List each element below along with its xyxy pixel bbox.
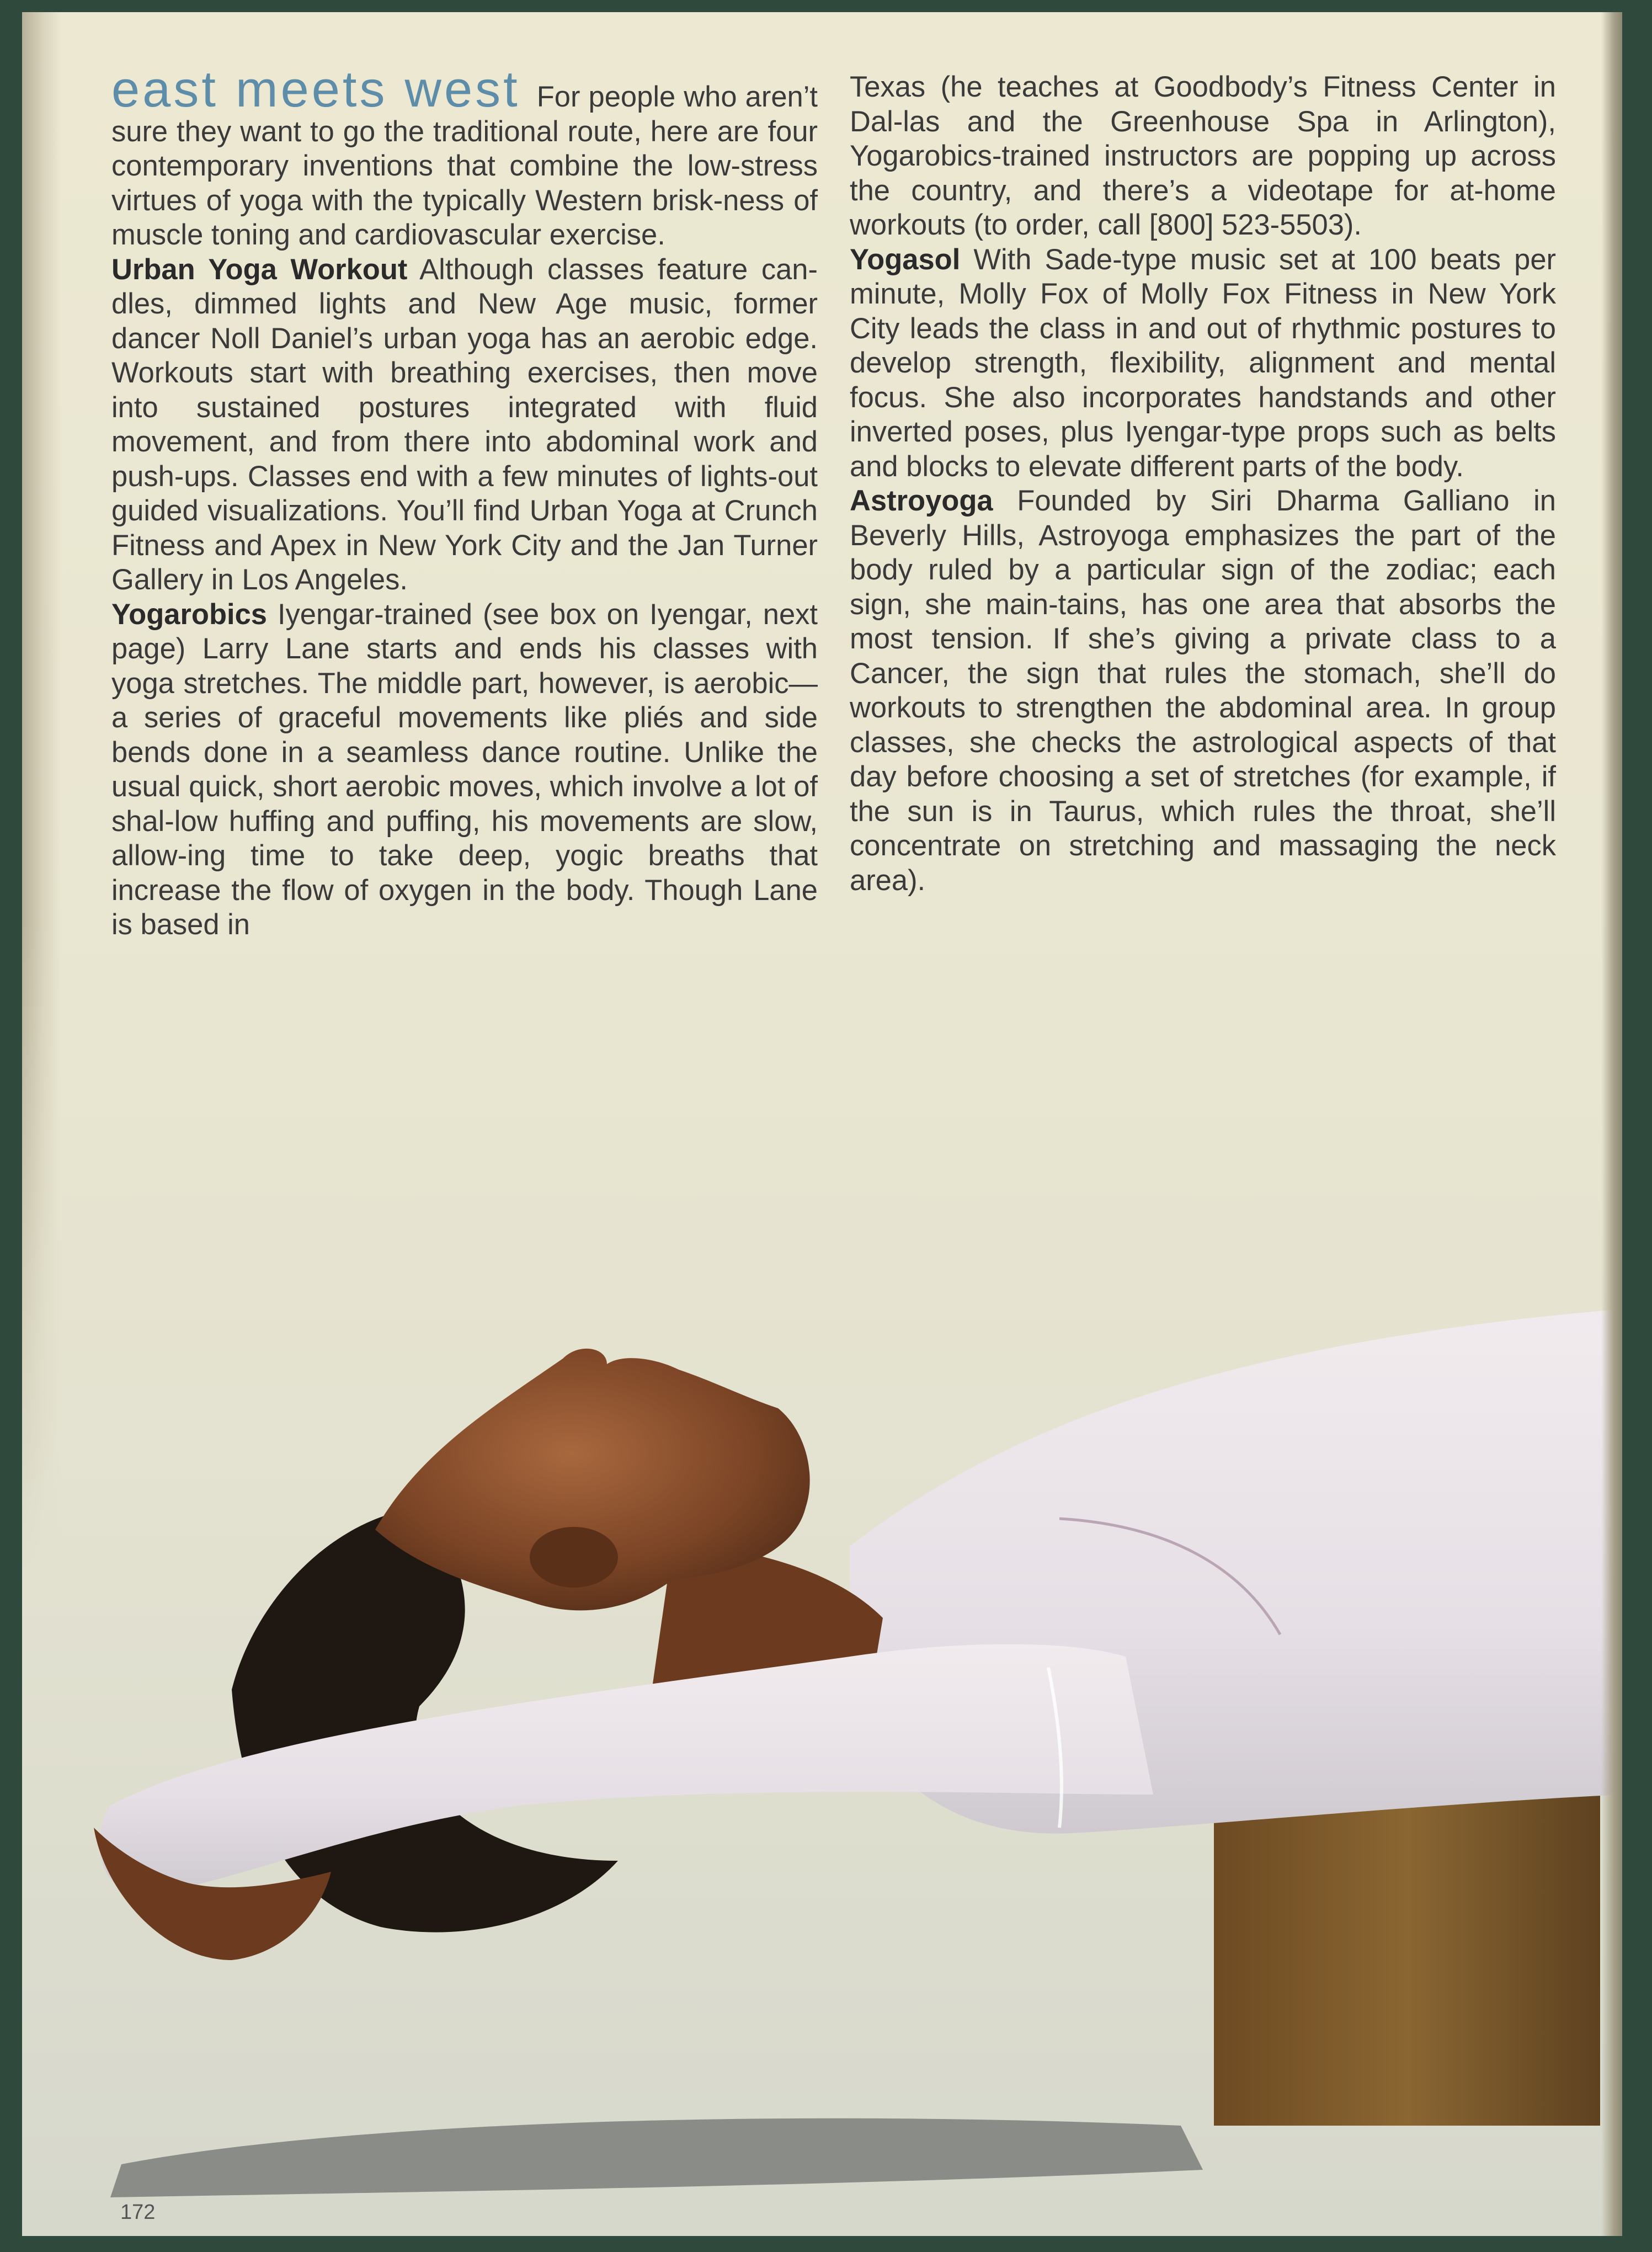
ear [530,1527,618,1588]
section-yogarobics [111,598,818,943]
section-yogasol [850,243,1556,485]
headline: east meets west [111,61,520,118]
text-column-left [111,61,818,943]
section-body: Although classes feature can-dles, dimmed lights and New Age music, former dancer Noll Daniel’s urban yoga has an aerobic edge. Workouts start with breathing exercises, then move into sustained postures integrated with fluid movement, and from there into abdominal work and push-ups. Classes end with a few minutes of lights-out guided visualizations. You’ll find Urban Yoga at Crunch Fitness and Apex in New York City and the Jan Turner Gallery in Los Angeles. [111,253,818,596]
yoga-photo [22,923,1622,2236]
section-yogarobics-continued [850,70,1556,243]
page-right-edge [1601,12,1622,2236]
section-body: Founded by Siri Dharma Galliano in Beverly Hills, Astroyoga emphasizes the part of the body ruled by a particular sign of the zodiac; each sign, she main-tains, has one area that absorbs the most tension. If she’s giving a private class to a Cancer, the sign that rules the stomach, she’ll do workouts to strengthen the abdominal area. In group classes, she checks the astrological aspects of that day before choosing a set of stretches (for example, if the sun is in Taurus, which rules the throat, she’ll concentrate on stretching and massaging the neck area). [850,485,1556,897]
section-astroyoga [850,484,1556,898]
section-urban-yoga [111,253,818,598]
wooden-block [1214,1795,1600,2126]
section-heading: Astroyoga [850,485,993,517]
intro-paragraph [111,61,818,253]
section-body: Iyengar-trained (see box on Iyengar, next page) Larry Lane starts and ends his classes with yoga stretches. The middle part, however, is aerobic—a series of graceful movements like pliés and side bends done in a seamless dance routine. Unlike the usual quick, short aerobic moves, which involve a lot of shal-low huffing and puffing, his movements are slow, allow-ing time to take deep, yogic breaths that increase the flow of oxygen in the body. Though Lane [111,598,818,907]
section-heading: Yogasol [850,243,961,276]
section-body: With Sade-type music set at 100 beats per minute, Molly Fox of Molly Fox Fitness in New York City leads the class in and out of rhythmic postures to develop strength, flexibility, alignment and mental focus. She also incorporates handstands and other inverted poses, plus Iyengar-type props such as belts and blocks to elevate different parts of the body. [850,243,1556,483]
intro-text: For people who aren’t sure they want to go the traditional route, here are four contemporary inventions that combine the low-stress virtues of yoga with the typically Western brisk-ness of muscle toning and cardiovascular exercise. [111,81,818,251]
magazine-page [22,12,1622,2236]
section-heading: Yogarobics [111,598,268,631]
section-heading: Urban Yoga Workout [111,253,408,286]
text-column-right [850,70,1556,898]
page-number: 172 [120,2201,156,2224]
section-body: Texas (he teaches at Goodbody’s Fitness Center in Dal-las and the Greenhouse Spa in Arlington), Yogarobics-trained instructors are popping up across the country, and there’s a videotape for at-home workouts (to order, call [800] 523-5503). [850,71,1556,241]
